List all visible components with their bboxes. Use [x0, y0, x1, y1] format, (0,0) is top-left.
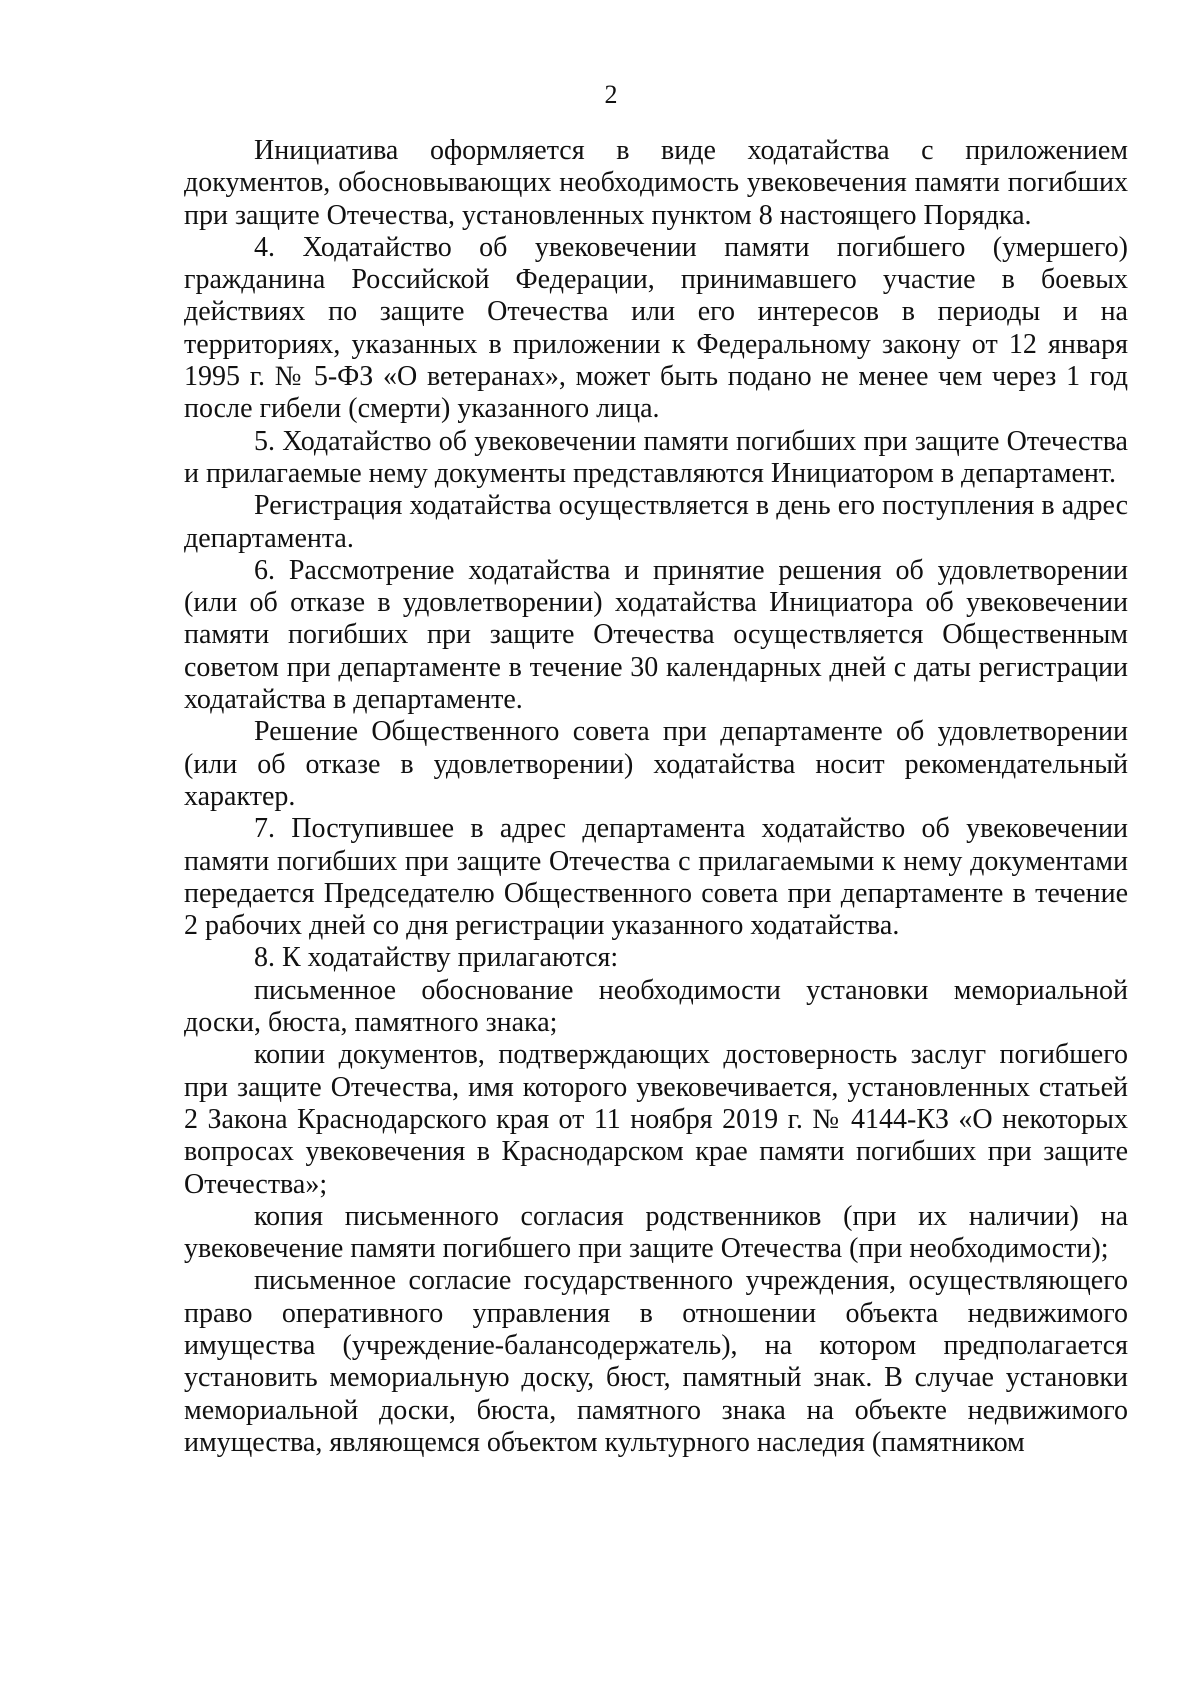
paragraph-document-copies: копии документов, подтверждающих достоверность заслуг погибшего при защите Отечества, имя которого увековечивается, установленных статьей 2 Закона Краснодарского края от 11 ноября 2019 г. № 4144-КЗ «О некоторых вопросах увековечения в Краснодарском крае памяти погибших при защите Отечества»;: [184, 1039, 1128, 1200]
paragraph-relatives-consent: копия письменного согласия родственников (при их наличии) на увековечение памяти погибшего при защите Отечества (при необходимости);: [184, 1200, 1128, 1265]
document-body: [184, 135, 1128, 1459]
paragraph-item-6: 6. Рассмотрение ходатайства и принятие решения об удовлетворении (или об отказе в удовлетворении) ходатайства Инициатора об увековечении памяти погибших при защите Отечества осуществляется Общественным советом при департаменте в течение 30 календарных дней с даты регистрации ходатайства в департаменте.: [184, 554, 1128, 716]
paragraph-item-4: 4. Ходатайство об увековечении памяти погибшего (умершего) гражданина Российской Федерации, принимавшего участие в боевых действиях по защите Отечества или его интересов в периоды и на территориях, указанных в приложении к Федеральному закону от 12 января 1995 г. № 5-ФЗ «О ветеранах», может быть подано не менее чем через 1 год после гибели (смерти) указанного лица.: [184, 231, 1128, 425]
page-number: 2: [604, 80, 618, 109]
paragraph-institution-consent: письменное согласие государственного учреждения, осуществляющего право оперативного управления в отношении объекта недвижимого имущества (учреждение-балансодержатель), на котором предполагается установить мемориальную доску, бюст, памятный знак. В случае установки мемориальной доски, бюста, памятного знака на объекте недвижимого имущества, являющемся объектом культурного наследия (памятником: [184, 1265, 1128, 1458]
paragraph-item-5: 5. Ходатайство об увековечении памяти погибших при защите Отечества и прилагаемые нему документы представляются Инициатором в департамент.: [184, 425, 1128, 489]
paragraph-initiative-form: Инициатива оформляется в виде ходатайства с приложением документов, обосновывающих необходимость увековечения памяти погибших при защите Отечества, установленных пунктом 8 настоящего Порядка.: [184, 135, 1128, 231]
paragraph-written-justification: письменное обоснование необходимости установки мемориальной доски, бюста, памятного знака;: [184, 974, 1128, 1039]
paragraph-item-7: 7. Поступившее в адрес департамента ходатайство об увековечении памяти погибших при защите Отечества с прилагаемыми к нему документами передается Председателю Общественного совета при департаменте в течение 2 рабочих дней со дня регистрации указанного ходатайства.: [184, 813, 1128, 942]
paragraph-registration: Регистрация ходатайства осуществляется в день его поступления в адрес департамента.: [184, 490, 1128, 554]
paragraph-council-decision: Решение Общественного совета при департаменте об удовлетворении (или об отказе в удовлетворении) ходатайства носит рекомендательный характер.: [184, 716, 1128, 812]
paragraph-item-8: 8. К ходатайству прилагаются:: [254, 942, 619, 974]
